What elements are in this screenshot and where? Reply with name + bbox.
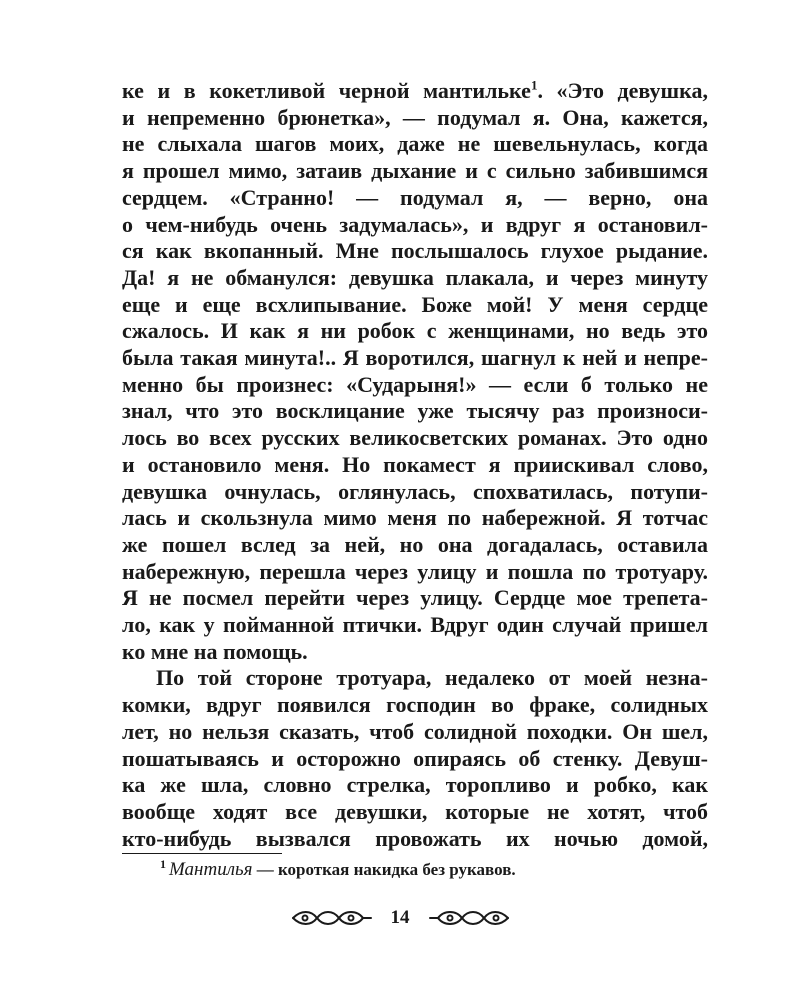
text-line	[122, 665, 708, 692]
text-line	[122, 318, 708, 345]
text-line-content: лась и скользнула мимо меня по набережной. Я тотчас	[122, 505, 708, 531]
text-line	[122, 452, 708, 479]
text-line-content: лось во всех русских великосветских романах. Это одно	[122, 425, 708, 451]
text-line-content: была такая минута!.. Я воротился, шагнул к ней и непре-	[122, 345, 708, 371]
text-line-content: Я не посмел перейти через улицу. Сердце мое трепета-	[122, 585, 708, 611]
text-line-content: пошатываясь и осторожно опираясь об стенку. Девуш-	[122, 745, 708, 771]
text-line-content: ло, как у пойманной птички. Вдруг один случай пришел	[122, 612, 708, 638]
text-line-content: вообще ходят все девушки, которые не хотят, чтоб	[122, 798, 708, 824]
text-line	[122, 719, 708, 746]
text-line	[122, 772, 708, 799]
text-line-content: и остановило меня. Но покамест я приискивал слово,	[122, 451, 708, 477]
text-line	[122, 265, 708, 292]
text-line	[122, 692, 708, 719]
text-line-continuation: . «Это девушка,	[537, 78, 708, 103]
text-line-content: я прошел мимо, затаив дыхание и с сильно забившимся	[122, 158, 708, 184]
text-line-content: ка же шла, словно стрелка, торопливо и робко, как	[122, 772, 708, 798]
text-line	[122, 185, 708, 212]
text-line	[122, 505, 708, 532]
text-line	[122, 479, 708, 506]
text-line	[122, 826, 708, 853]
text-line	[122, 612, 708, 639]
text-line	[122, 105, 708, 132]
text-line	[122, 345, 708, 372]
text-line	[122, 131, 708, 158]
text-line-content: не слыхала шагов моих, даже не шевельнулась, когда	[122, 131, 708, 157]
text-line-content: менно бы произнес: «Сударыня!» — если б только не	[122, 371, 708, 397]
text-line-content: По той стороне тротуара, недалеко от моей незна-	[156, 665, 708, 691]
footnote-rule	[122, 853, 282, 854]
text-line-content: и непременно брюнетка», — подумал я. Она, кажется,	[122, 104, 708, 130]
text-line-content: ко мне на помощь.	[122, 638, 308, 664]
text-line-content: набережную, перешла через улицу и пошла по тротуару.	[122, 558, 708, 584]
footnote	[160, 859, 708, 881]
text-line	[122, 425, 708, 452]
text-line	[122, 78, 708, 105]
text-line-content: сжалось. И как я ни робок с женщинами, но ведь это	[122, 318, 708, 344]
text-line-content: ся как вкопанный. Мне послышалось глухое рыдание.	[122, 238, 708, 264]
text-line	[122, 532, 708, 559]
page-folio	[0, 898, 800, 938]
text-line-content: комки, вдруг появился господин во фраке, солидных	[122, 692, 708, 718]
text-line-content: ке и в кокетливой черной мантильке	[122, 78, 531, 103]
text-line	[122, 639, 708, 666]
text-line-content: девушка очнулась, оглянулась, спохватилась, потупи-	[122, 478, 708, 504]
footnote-mark: 1	[160, 857, 166, 872]
text-line	[122, 799, 708, 826]
text-line-content: знал, что это восклицание уже тысячу раз произноси-	[122, 398, 708, 424]
text-line-content: же пошел вслед за ней, но она догадалась, оставила	[122, 531, 708, 557]
text-line	[122, 398, 708, 425]
text-line-content: лет, но нельзя сказать, чтоб солидной походки. Он шел,	[122, 718, 708, 744]
footnote-term: Мантилья	[169, 859, 253, 880]
text-line	[122, 212, 708, 239]
text-line	[122, 158, 708, 185]
text-line	[122, 559, 708, 586]
text-line	[122, 585, 708, 612]
footnote-reference: 1	[530, 77, 538, 93]
text-line-content: еще и еще всхлипывание. Боже мой! У меня сердце	[122, 291, 708, 317]
text-line	[122, 292, 708, 319]
page-number: 14	[390, 907, 410, 928]
text-line	[122, 746, 708, 773]
body-text	[122, 78, 708, 852]
text-line-content: сердцем. «Странно! — подумал я, — верно, она	[122, 184, 708, 210]
text-line	[122, 238, 708, 265]
flourish-ornament-right-icon	[428, 908, 510, 928]
text-line	[122, 372, 708, 399]
text-line-content: кто-нибудь вызвался провожать их ночью домой,	[122, 825, 708, 851]
flourish-ornament-left-icon	[291, 908, 373, 928]
text-line-content: о чем-нибудь очень задумалась», и вдруг я остановил-	[122, 211, 708, 237]
footnote-text: — короткая накидка без рукавов.	[252, 860, 516, 879]
text-line-content: Да! я не обманулся: девушка плакала, и через минуту	[122, 264, 708, 290]
